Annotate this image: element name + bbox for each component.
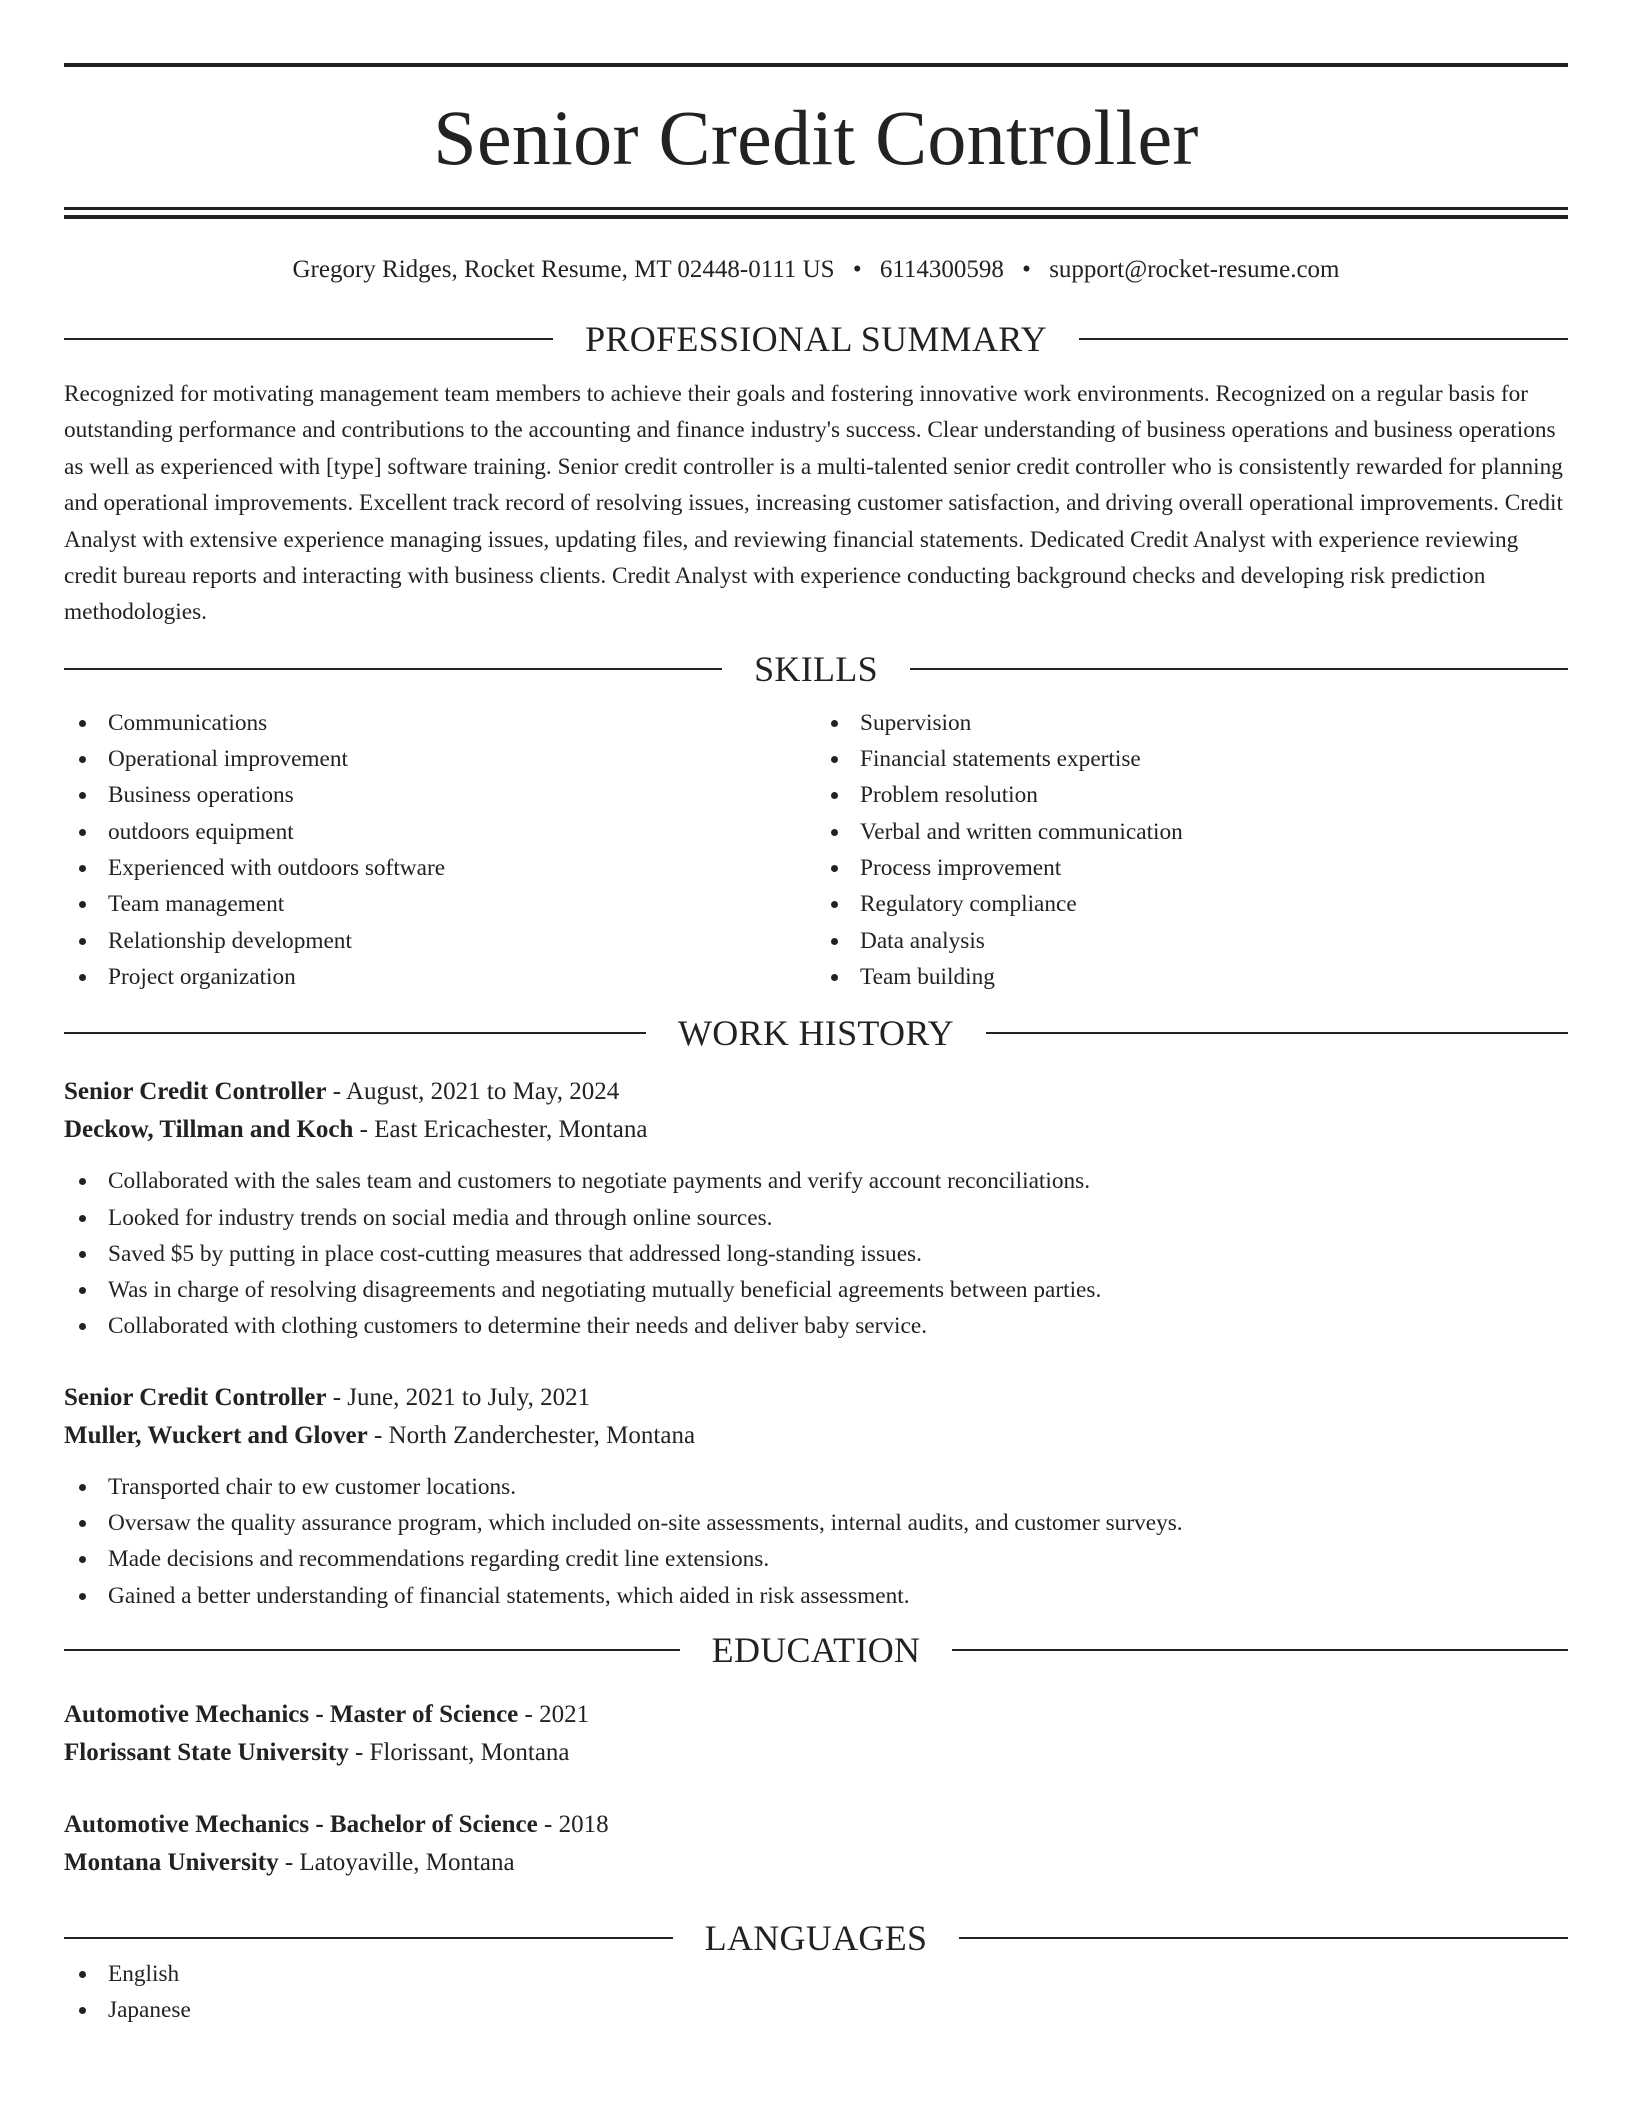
job-bullet: Gained a better understanding of financial statements, which aided in risk assessment. [64,1578,1568,1614]
section-title: SKILLS [754,648,878,689]
heading-rule-right [952,1649,1568,1651]
job-bullet: Looked for industry trends on social media and through online sources. [64,1200,1568,1236]
job-entry [64,1073,1568,1344]
section-heading-work-history [64,1013,1568,1054]
heading-rule-left [64,1937,673,1939]
skill-item: Data analysis [816,923,1568,959]
job-location: - North Zanderchester, Montana [367,1421,696,1449]
skill-item: Project organization [64,959,816,995]
education-school: Montana University [64,1848,279,1876]
job-company-line [64,1417,1568,1455]
education-school-line [64,1734,1568,1772]
job-entry [64,1379,1568,1614]
job-company: Muller, Wuckert and Glover [64,1421,368,1449]
job-title-line [64,1073,1568,1111]
skill-item: outdoors equipment [64,814,816,850]
heading-rule-left [64,338,553,340]
skill-item: Experienced with outdoors software [64,850,816,886]
education-degree-line [64,1696,1568,1734]
contact-address: Gregory Ridges, Rocket Resume, MT 02448-0111 US [292,256,835,283]
skills-columns [64,705,1568,995]
skills-list-right [816,705,1568,995]
heading-rule-left [64,1649,680,1651]
education-year: - 2021 [518,1700,590,1728]
contact-line [64,255,1568,285]
section-heading-education [64,1629,1568,1670]
job-bullet: Oversaw the quality assurance program, which included on-site assessments, internal audits, and customer surveys. [64,1505,1568,1541]
job-location: - East Ericachester, Montana [353,1116,648,1144]
job-bullet: Transported chair to ew customer locations. [64,1469,1568,1505]
contact-email: support@rocket-resume.com [1049,256,1340,283]
education-entry [64,1806,1568,1882]
contact-separator: • [1022,256,1031,283]
language-item: Japanese [64,1992,1568,2028]
job-bullets [64,1469,1568,1614]
education-degree: Automotive Mechanics - Master of Science [64,1700,519,1728]
job-dates: - June, 2021 to July, 2021 [326,1383,591,1411]
language-item: English [64,1956,1568,1992]
heading-rule-right [1079,338,1568,340]
job-title-line [64,1379,1568,1417]
skills-list-left [64,705,816,995]
heading-rule-right [959,1937,1568,1939]
job-bullet: Collaborated with the sales team and customers to negotiate payments and verify account reconciliations. [64,1163,1568,1199]
skill-item: Operational improvement [64,741,816,777]
job-dates: - August, 2021 to May, 2024 [326,1078,620,1106]
education-year: - 2018 [537,1810,609,1838]
contact-separator: • [852,256,862,283]
education-location: - Florissant, Montana [348,1738,570,1766]
section-title: PROFESSIONAL SUMMARY [585,319,1047,359]
skill-item: Supervision [816,705,1568,741]
education-degree-line [64,1806,1568,1844]
section-heading-languages [64,1917,1568,1958]
section-title: WORK HISTORY [678,1013,954,1054]
skill-item: Regulatory compliance [816,886,1568,922]
skill-item: Team building [816,959,1568,995]
summary-paragraph: Recognized for motivating management team members to achieve their goals and fostering innovative work environments. Recognized on a regular basis for outstanding performance and contributions to the accounting and finance industry's success. Clear understanding of business operations and business operations as well as experienced with [type] software training. Senior credit controller is a multi-talented senior credit controller who is consistently rewarded for planning and operational improvements. Excellent track record of resolving issues, increasing customer satisfaction, and driving overall operational improvements. Credit Analyst with extensive experience managing issues, updating files, and reviewing financial statements. Dedicated Credit Analyst with experience reviewing credit bureau reports and interacting with business clients. Credit Analyst with experience conducting background checks and developing risk prediction methodologies. [64,381,1563,626]
job-bullet: Was in charge of resolving disagreements and negotiating mutually beneficial agreements between parties. [64,1272,1568,1308]
resume-title: Senior Credit Controller [433,94,1199,181]
section-title: EDUCATION [711,1629,921,1670]
skill-item: Relationship development [64,923,816,959]
job-bullet: Made decisions and recommendations regarding credit line extensions. [64,1541,1568,1577]
heading-rule-right [986,1032,1568,1034]
skill-item: Problem resolution [816,777,1568,813]
languages-list [64,1956,1568,2029]
title-double-rule [64,207,1568,219]
heading-rule-left [64,668,722,670]
heading-rule-right [910,668,1568,670]
education-degree: Automotive Mechanics - Bachelor of Science [64,1810,538,1838]
skill-item: Financial statements expertise [816,741,1568,777]
section-heading-summary [64,321,1568,357]
job-company: Deckow, Tillman and Koch [64,1116,354,1144]
job-bullet: Saved $5 by putting in place cost-cutting measures that addressed long-standing issues. [64,1236,1568,1272]
job-title: Senior Credit Controller [64,1383,327,1411]
top-rule [64,63,1568,67]
section-title: LANGUAGES [704,1917,928,1958]
contact-phone: 6114300598 [879,256,1004,283]
job-title: Senior Credit Controller [64,1078,327,1106]
skill-item: Communications [64,705,816,741]
education-school: Florissant State University [64,1738,349,1766]
education-location: - Latoyaville, Montana [278,1848,515,1876]
skill-item: Team management [64,886,816,922]
job-company-line [64,1111,1568,1149]
job-bullets [64,1163,1568,1344]
job-bullet: Collaborated with clothing customers to determine their needs and deliver baby service. [64,1308,1568,1344]
education-entry [64,1696,1568,1772]
skill-item: Verbal and written communication [816,814,1568,850]
education-school-line [64,1844,1568,1882]
skill-item: Business operations [64,777,816,813]
skill-item: Process improvement [816,850,1568,886]
heading-rule-left [64,1032,646,1034]
section-heading-skills [64,648,1568,689]
